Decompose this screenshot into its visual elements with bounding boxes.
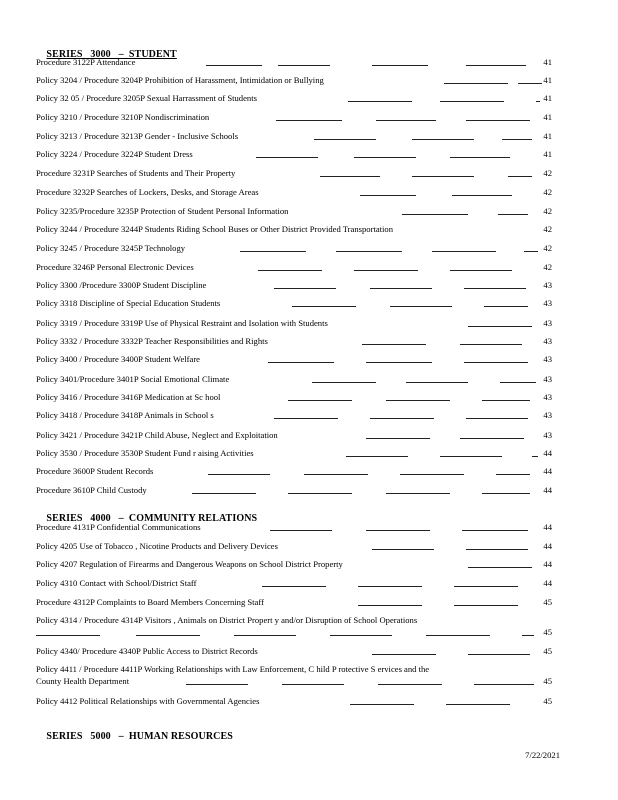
toc-entry-text: Policy 3530 / Procedure 3530P Student Fund r aising Activities: [36, 448, 254, 458]
toc-entry-page: 43: [543, 410, 552, 420]
toc-entry-text: Policy 3400 / Procedure 3400P Student Welfare: [36, 354, 200, 364]
toc-entry-text: Policy 3318 Discipline of Special Education Students: [36, 298, 221, 308]
toc-entry[interactable]: [36, 577, 552, 589]
toc-entry[interactable]: [36, 279, 552, 291]
toc-entry[interactable]: [36, 335, 552, 347]
toc-entry[interactable]: [36, 111, 552, 123]
toc-entry-page: 41: [543, 112, 552, 122]
toc-entry-text: Policy 3421 / Procedure 3421P Child Abuse, Neglect and Exploitation: [36, 430, 278, 440]
toc-entry-continuation: County Health Department: [36, 676, 130, 686]
toc-entry[interactable]: [36, 447, 552, 459]
toc-entry[interactable]: [36, 205, 552, 217]
toc-entry-page: 43: [543, 280, 552, 290]
toc-entry[interactable]: [36, 409, 552, 421]
toc-entry-page: 43: [543, 392, 552, 402]
toc-entry-text: Policy 4205 Use of Tobacco , Nicotine Products and Delivery Devices: [36, 541, 278, 551]
toc-entry[interactable]: [36, 242, 552, 254]
toc-entry-page: 45: [543, 597, 552, 607]
toc-entry[interactable]: [36, 92, 552, 104]
toc-entry[interactable]: [36, 186, 552, 198]
toc-entry-page: 43: [543, 430, 552, 440]
footer-date: 7/22/2021: [525, 750, 560, 760]
toc-entry-page: 43: [543, 354, 552, 364]
toc-entry[interactable]: [36, 521, 552, 533]
toc-entry-page: 43: [543, 318, 552, 328]
toc-entry-text: Policy 3418 / Procedure 3418P Animals in School s: [36, 410, 214, 420]
toc-entry[interactable]: [36, 223, 552, 235]
toc-entry-page: 42: [543, 168, 552, 178]
toc-entry-page: 44: [543, 541, 552, 551]
toc-entry-text: Policy 3401/Procedure 3401P Social Emotional Climate: [36, 374, 230, 384]
series-5000-heading: [36, 720, 233, 753]
toc-entry[interactable]: [36, 429, 552, 441]
toc-entry-text: Policy 3224 / Procedure 3224P Student Dress: [36, 149, 193, 159]
toc-entry-text: Policy 4310 Contact with School/District Staff: [36, 578, 197, 588]
toc-entry-text: Procedure 4131P Confidential Communications: [36, 522, 201, 532]
toc-entry[interactable]: [36, 261, 552, 273]
toc-entry[interactable]: [36, 353, 552, 365]
toc-entry-text: Policy 4314 / Procedure 4314P Visitors , Animals on District Propert y and/or Disruption of School Operations: [36, 615, 418, 625]
toc-entry-text: Policy 3204 / Procedure 3204P Prohibition of Harassment, Intimidation or Bullying: [36, 75, 324, 85]
toc-entry-page: 41: [543, 93, 552, 103]
toc-entry-page: 42: [543, 262, 552, 272]
toc-entry-text: Policy 4411 / Procedure 4411P Working Relationships with Law Enforcement, C hild P rotective S ervices and the: [36, 664, 430, 674]
toc-entry-page: 42: [543, 224, 552, 234]
toc-entry-page: 41: [543, 131, 552, 141]
toc-entry[interactable]: [36, 373, 552, 385]
toc-entry-text: Policy 3210 / Procedure 3210P Nondiscrimination: [36, 112, 210, 122]
toc-entry-text: Policy 32 05 / Procedure 3205P Sexual Harrassment of Students: [36, 93, 257, 103]
toc-entry-page: 42: [543, 243, 552, 253]
toc-entry-text: Policy 3245 / Procedure 3245P Technology: [36, 243, 186, 253]
toc-entry[interactable]: [36, 167, 552, 179]
toc-entry-text: Procedure 3122P Attendance: [36, 57, 136, 67]
toc-entry[interactable]: [36, 317, 552, 329]
toc-entry-page: 41: [543, 57, 552, 67]
toc-entry-page: 45: [543, 627, 552, 637]
toc-entry[interactable]: [36, 558, 552, 570]
toc-entry-text: Policy 3319 / Procedure 3319P Use of Physical Restraint and Isolation with Students: [36, 318, 328, 328]
toc-entry[interactable]: [36, 74, 552, 86]
toc-entry-page: 44: [543, 559, 552, 569]
toc-entry-page: 43: [543, 374, 552, 384]
toc-entry-text: Policy 3235/Procedure 3235P Protection of Student Personal Information: [36, 206, 289, 216]
series-3000-title: SERIES 3000 – STUDENT: [46, 49, 177, 60]
toc-entry-text: Policy 3213 / Procedure 3213P Gender - Inclusive Schools: [36, 131, 239, 141]
toc-entry-page: 44: [543, 448, 552, 458]
toc-entry-text: Policy 3416 / Procedure 3416P Medication at Sc hool: [36, 392, 221, 402]
toc-entry[interactable]: [36, 130, 552, 142]
toc-entry-text: Policy 3332 / Procedure 3332P Teacher Responsibilities and Rights: [36, 336, 268, 346]
toc-entry[interactable]: [36, 484, 552, 496]
toc-entry-page: 44: [543, 522, 552, 532]
toc-entry-page: 44: [543, 578, 552, 588]
toc-entry-page: 44: [543, 485, 552, 495]
toc-entry[interactable]: [36, 391, 552, 403]
toc-entry[interactable]: [36, 465, 552, 477]
toc-entry-text: Policy 3300 /Procedure 3300P Student Discipline: [36, 280, 207, 290]
toc-entry-text: Procedure 3231P Searches of Students and Their Property: [36, 168, 236, 178]
series-5000-title: SERIES 5000 – HUMAN RESOURCES: [46, 731, 233, 742]
toc-entry-page: 45: [543, 676, 552, 686]
toc-entry-text: Procedure 3610P Child Custody: [36, 485, 147, 495]
toc-entry-text: Policy 3244 / Procedure 3244P Students Riding School Buses or Other District Provided Transportation: [36, 224, 394, 234]
toc-entry-page: 45: [543, 646, 552, 656]
toc-entry-page: 43: [543, 298, 552, 308]
toc-entry-text: Procedure 3246P Personal Electronic Devices: [36, 262, 194, 272]
toc-entry-text: Procedure 4312P Complaints to Board Members Concerning Staff: [36, 597, 264, 607]
toc-entry[interactable]: [36, 297, 552, 309]
toc-entry-page: 42: [543, 206, 552, 216]
toc-entry-page: 41: [543, 149, 552, 159]
toc-entry-page: 41: [543, 75, 552, 85]
toc-entry-text: Policy 4412 Political Relationships with Governmental Agencies: [36, 696, 260, 706]
toc-entry-page: 43: [543, 336, 552, 346]
toc-entry[interactable]: [36, 695, 552, 707]
toc-entry[interactable]: [36, 596, 552, 608]
toc-entry-page: 45: [543, 696, 552, 706]
toc-entry-text: Procedure 3600P Student Records: [36, 466, 154, 476]
toc-entry[interactable]: [36, 614, 552, 638]
toc-entry-page: 44: [543, 466, 552, 476]
toc-entry-text: Policy 4340/ Procedure 4340P Public Access to District Records: [36, 646, 258, 656]
toc-entry[interactable]: [36, 663, 552, 687]
toc-entry[interactable]: [36, 540, 552, 552]
toc-entry-text: Procedure 3232P Searches of Lockers, Desks, and Storage Areas: [36, 187, 259, 197]
series-4000-title: SERIES 4000 – COMMUNITY RELATIONS: [46, 513, 258, 524]
toc-entry[interactable]: [36, 56, 552, 68]
toc-entry-text: Policy 4207 Regulation of Firearms and Dangerous Weapons on School District Property: [36, 559, 343, 569]
toc-entry-page: 42: [543, 187, 552, 197]
toc-entry[interactable]: [36, 645, 552, 657]
toc-entry[interactable]: [36, 148, 552, 160]
